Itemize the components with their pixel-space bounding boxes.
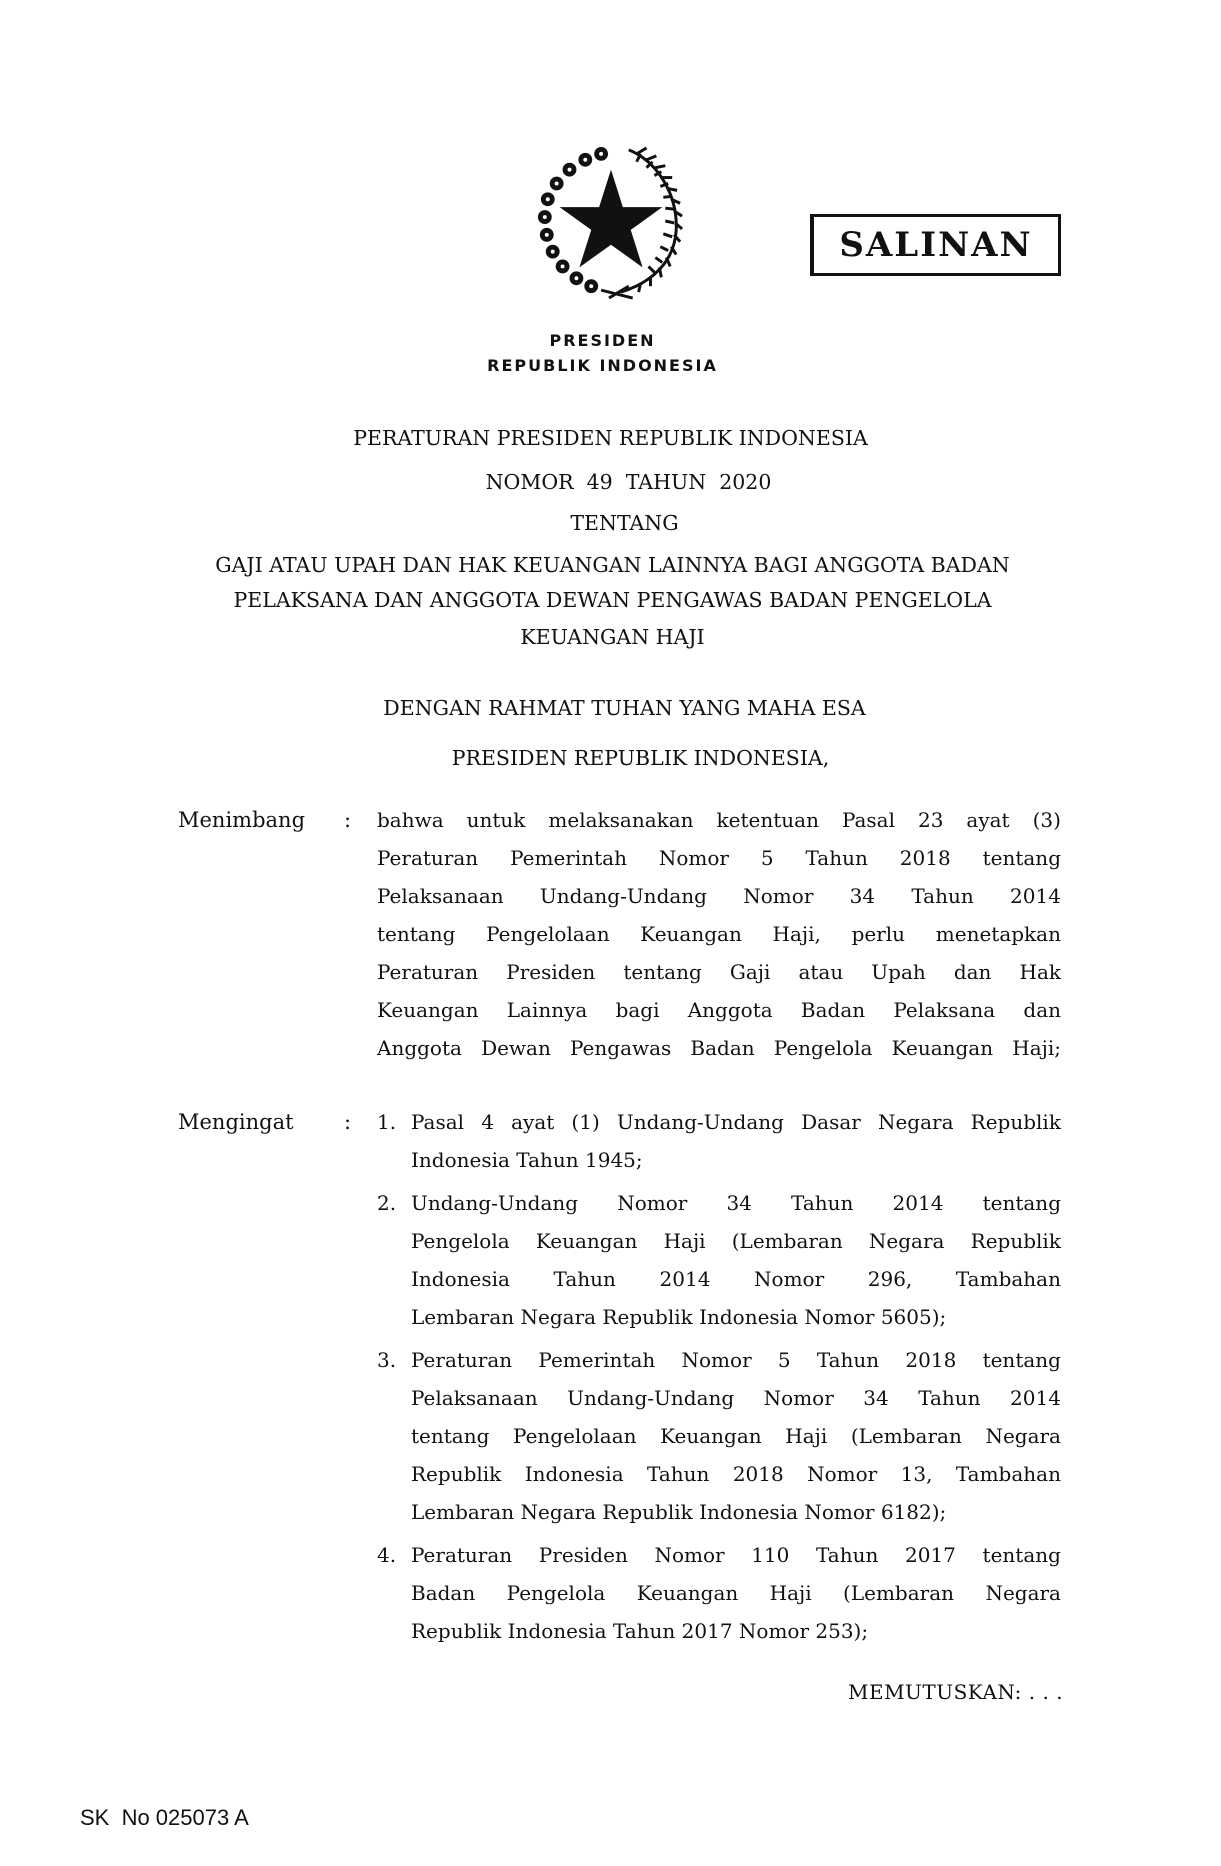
item-line: Pelaksanaan Undang-Undang Nomor 34 Tahun 2014 bbox=[411, 1386, 1061, 1410]
item-line: Republik Indonesia Tahun 2018 Nomor 13, Tambahan bbox=[411, 1462, 1061, 1486]
item-line: Peraturan Pemerintah Nomor 5 Tahun 2018 tentang bbox=[411, 1348, 1061, 1372]
menimbang-label: Menimbang bbox=[178, 808, 306, 832]
item-number: 1. bbox=[377, 1110, 397, 1134]
mengingat-item-2 bbox=[377, 1184, 1061, 1336]
mengingat-item-3 bbox=[377, 1341, 1061, 1531]
item-line: Indonesia Tahun 1945; bbox=[411, 1148, 643, 1172]
mengingat-item-4 bbox=[377, 1536, 1061, 1650]
item-line: Lembaran Negara Republik Indonesia Nomor 6182); bbox=[411, 1500, 947, 1524]
presidential-emblem-icon bbox=[530, 142, 688, 300]
menimbang-line: tentang Pengelolaan Keuangan Haji, perlu menetapkan bbox=[377, 922, 1061, 946]
menimbang-body bbox=[377, 801, 1061, 1067]
item-line: tentang Pengelolaan Keuangan Haji (Lembaran Negara bbox=[411, 1424, 1061, 1448]
menimbang-colon: : bbox=[344, 808, 352, 832]
regulation-number: NOMOR 49 TAHUN 2020 bbox=[485, 470, 772, 494]
regulation-subject-line3: KEUANGAN HAJI bbox=[520, 625, 705, 649]
regulation-subject-line1: GAJI ATAU UPAH DAN HAK KEUANGAN LAINNYA BAGI ANGGOTA BADAN bbox=[215, 553, 1010, 577]
issuer-republik-indonesia: REPUBLIK INDONESIA bbox=[487, 356, 718, 375]
item-number: 4. bbox=[377, 1543, 397, 1567]
item-line: Pengelola Keuangan Haji (Lembaran Negara Republik bbox=[411, 1229, 1061, 1253]
item-line: Lembaran Negara Republik Indonesia Nomor 5605); bbox=[411, 1305, 947, 1329]
menimbang-line: bahwa untuk melaksanakan ketentuan Pasal 23 ayat (3) bbox=[377, 808, 1061, 832]
menimbang-line: Keuangan Lainnya bagi Anggota Badan Pelaksana dan bbox=[377, 998, 1061, 1022]
salinan-stamp bbox=[810, 214, 1061, 276]
menimbang-line: Peraturan Pemerintah Nomor 5 Tahun 2018 tentang bbox=[377, 846, 1061, 870]
item-line: Indonesia Tahun 2014 Nomor 296, Tambahan bbox=[411, 1267, 1061, 1291]
item-number: 2. bbox=[377, 1191, 397, 1215]
salinan-label: SALINAN bbox=[839, 225, 1033, 265]
regulation-tentang: TENTANG bbox=[570, 511, 679, 535]
item-line: Peraturan Presiden Nomor 110 Tahun 2017 tentang bbox=[411, 1543, 1061, 1567]
regulation-type: PERATURAN PRESIDEN REPUBLIK INDONESIA bbox=[353, 426, 868, 450]
mengingat-label: Mengingat bbox=[178, 1110, 294, 1134]
preamble-rahmat: DENGAN RAHMAT TUHAN YANG MAHA ESA bbox=[383, 696, 866, 720]
item-number: 3. bbox=[377, 1348, 397, 1372]
item-line: Pasal 4 ayat (1) Undang-Undang Dasar Negara Republik bbox=[411, 1110, 1061, 1134]
continuation-memutuskan: MEMUTUSKAN: . . . bbox=[848, 1680, 1064, 1704]
menimbang-line: Pelaksanaan Undang-Undang Nomor 34 Tahun 2014 bbox=[377, 884, 1061, 908]
menimbang-line: Peraturan Presiden tentang Gaji atau Upah dan Hak bbox=[377, 960, 1061, 984]
mengingat-colon: : bbox=[344, 1110, 352, 1134]
preamble-presiden: PRESIDEN REPUBLIK INDONESIA, bbox=[451, 746, 830, 770]
item-line: Undang-Undang Nomor 34 Tahun 2014 tentang bbox=[411, 1191, 1061, 1215]
menimbang-line: Anggota Dewan Pengawas Badan Pengelola Keuangan Haji; bbox=[377, 1036, 1061, 1060]
issuer-presiden: PRESIDEN bbox=[549, 331, 656, 350]
sk-number: SK No 025073 A bbox=[80, 1805, 249, 1830]
mengingat-item-1 bbox=[377, 1103, 1061, 1179]
item-line: Republik Indonesia Tahun 2017 Nomor 253); bbox=[411, 1619, 869, 1643]
item-line: Badan Pengelola Keuangan Haji (Lembaran Negara bbox=[411, 1581, 1061, 1605]
regulation-subject-line2: PELAKSANA DAN ANGGOTA DEWAN PENGAWAS BADAN PENGELOLA bbox=[233, 588, 992, 612]
